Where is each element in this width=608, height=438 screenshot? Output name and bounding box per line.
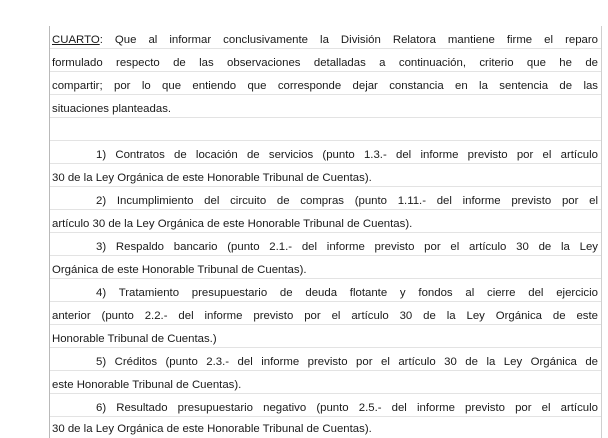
item-2-line-1: 2) Incumplimiento del circuito de compras (punto 1.11.- del informe previsto por el [96,195,598,207]
intro-line-4: situaciones planteadas. [52,103,172,115]
item-3-line-1: 3) Respaldo bancario (punto 2.1.- del informe previsto por el artículo 30 de la Ley [96,241,598,253]
intro-line-1-text: : Que al informar conclusivamente la División Relatora mantiene firme el reparo [99,34,598,46]
item-4-line-3: Honorable Tribunal de Cuentas.) [52,333,217,345]
ruled-line [50,232,601,233]
item-3-line-2: Orgánica de este Honorable Tribunal de Cuentas). [52,264,307,276]
section-heading: CUARTO [52,34,100,46]
ruled-line [50,94,601,95]
ruled-line [50,278,601,279]
item-4-line-2: anterior (punto 2.2.- del informe previsto por el artículo 30 de la Ley Orgánica de este [52,310,598,322]
right-margin-rule [601,26,602,438]
intro-line-1 [52,34,598,47]
item-1-line-1: 1) Contratos de locación de servicios (punto 1.3.- del informe previsto por el artículo [96,149,598,161]
ruled-line [50,370,601,371]
ruled-line [50,301,601,302]
ruled-line [50,140,601,141]
intro-line-3: compartir; por lo que entiendo que corresponde dejar constancia en la sentencia de las [52,80,598,92]
ruled-line [50,393,601,394]
item-6-line-2: 30 de la Ley Orgánica de este Honorable Tribunal de Cuentas). [52,423,372,435]
item-5-line-2: este Honorable Tribunal de Cuentas). [52,379,242,391]
item-5-line-1: 5) Créditos (punto 2.3.- del informe previsto por el artículo 30 de la Ley Orgánica de [96,356,598,368]
ruled-line [50,48,601,49]
ruled-line [50,117,601,118]
item-4-line-1: 4) Tratamiento presupuestario de deuda flotante y fondos al cierre del ejercicio [96,287,598,299]
ruled-line [50,163,601,164]
ruled-line [50,209,601,210]
item-1-line-2: 30 de la Ley Orgánica de este Honorable Tribunal de Cuentas). [52,172,372,184]
ruled-line [50,416,601,417]
ruled-line [50,255,601,256]
ruled-line [50,324,601,325]
ruled-line [50,71,601,72]
item-2-line-2: artículo 30 de la Ley Orgánica de este Honorable Tribunal de Cuentas). [52,218,413,230]
ruled-line [50,347,601,348]
item-6-line-1: 6) Resultado presupuestario negativo (punto 2.5.- del informe previsto por el artículo [96,402,598,414]
ruled-line [50,186,601,187]
intro-line-2: formulado respecto de las observaciones detalladas a continuación, criterio que he de [52,57,598,69]
